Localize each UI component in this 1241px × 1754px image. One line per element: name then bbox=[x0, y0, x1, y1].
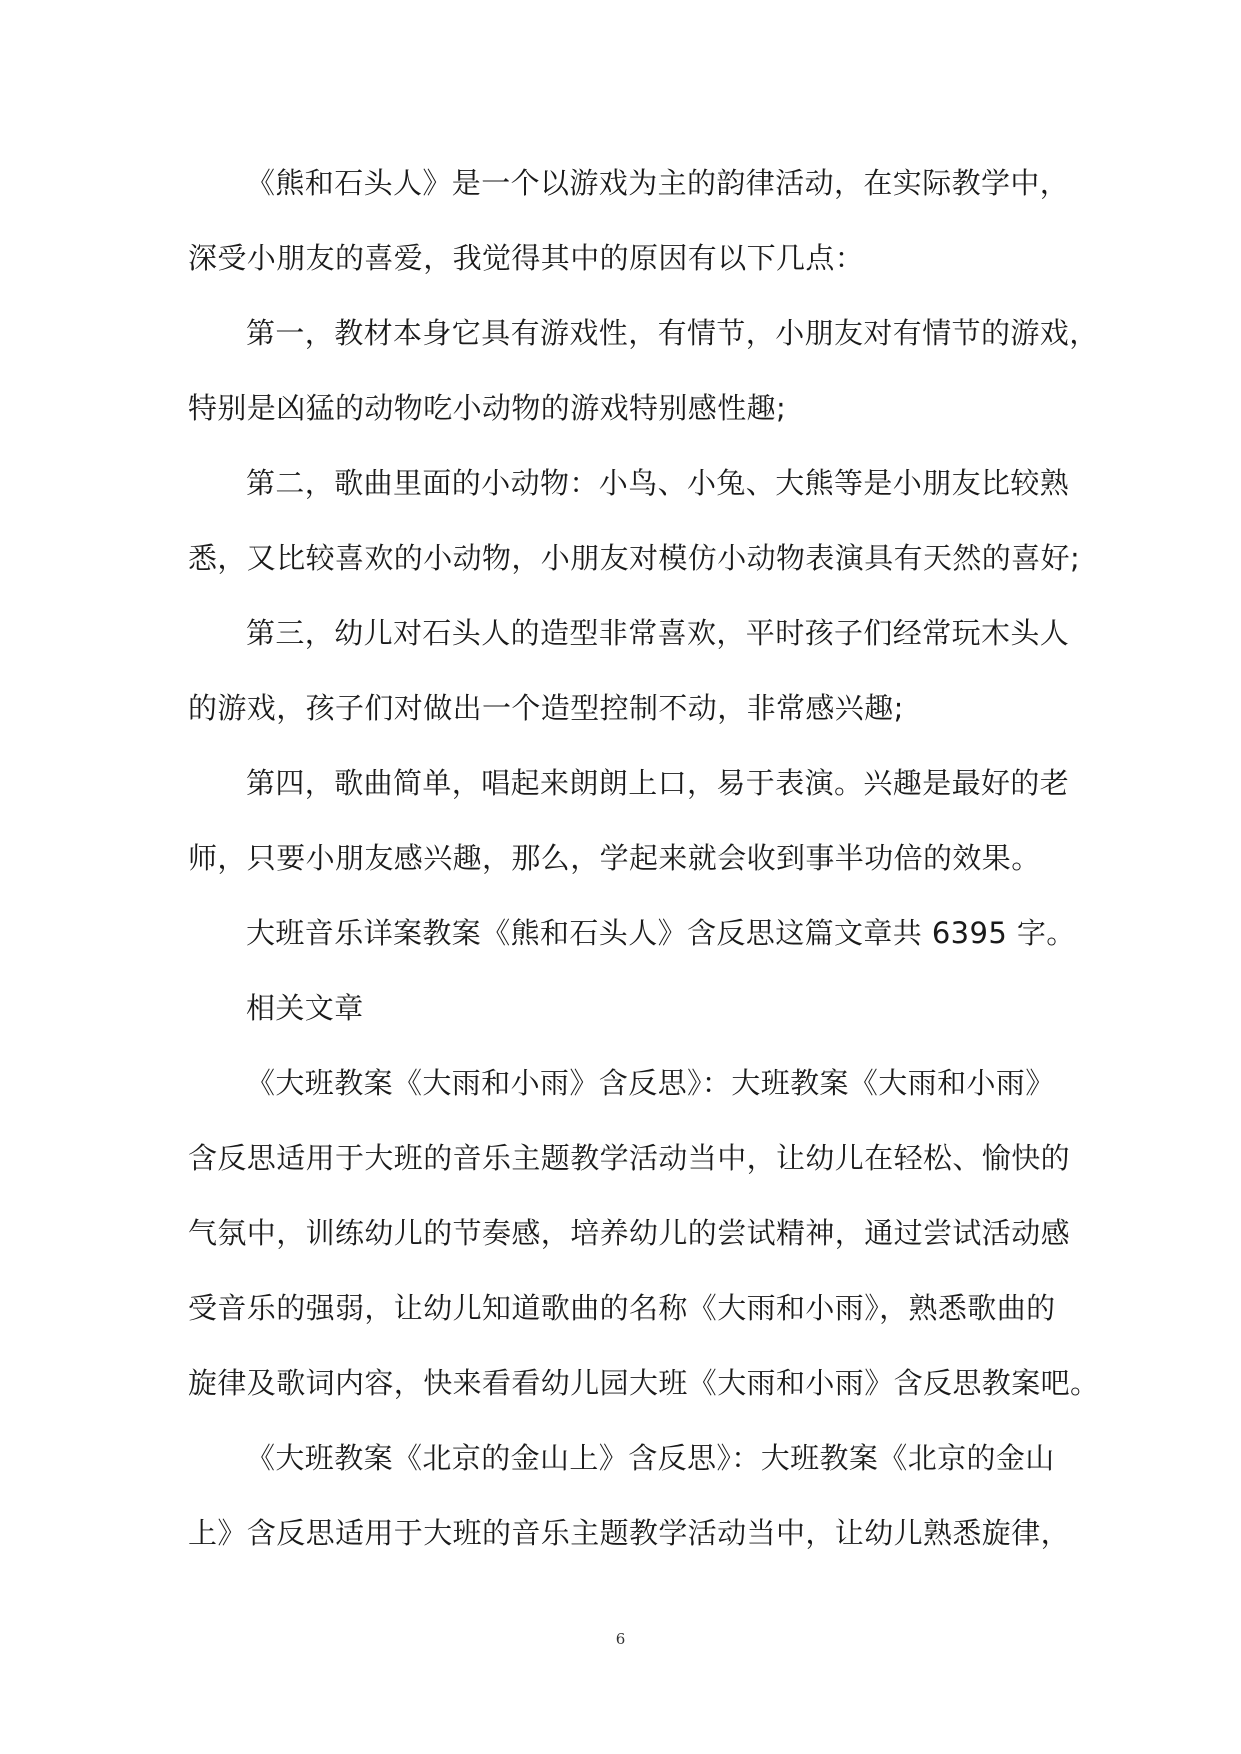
text-line: 气氛中，训练幼儿的节奏感，培养幼儿的尝试精神，通过尝试活动感 bbox=[188, 1216, 1071, 1250]
text-line: 师，只要小朋友感兴趣，那么，学起来就会收到事半功倍的效果。 bbox=[188, 841, 1041, 875]
page-number: 6 bbox=[615, 1630, 626, 1648]
text-line: 《大班教案《大雨和小雨》含反思》：大班教案《大雨和小雨》 bbox=[246, 1066, 1055, 1100]
text-line: 《熊和石头人》是一个以游戏为主的韵律活动，在实际教学中， bbox=[246, 166, 1070, 200]
paragraph-point-four bbox=[188, 746, 1070, 896]
paragraph-point-two bbox=[188, 446, 1081, 596]
document-body bbox=[188, 146, 1100, 1571]
text-line: 第一，教材本身它具有游戏性，有情节，小朋友对有情节的游戏， bbox=[246, 316, 1099, 350]
paragraph-word-count bbox=[188, 896, 1076, 971]
paragraph-point-one bbox=[188, 296, 1099, 446]
related-article-beijing[interactable] bbox=[188, 1421, 1071, 1571]
text-line: 悉，又比较喜欢的小动物，小朋友对模仿小动物表演具有天然的喜好; bbox=[188, 541, 1081, 575]
paragraph-reflection-intro bbox=[188, 146, 1070, 296]
text-line: 《大班教案《北京的金山上》含反思》：大班教案《北京的金山 bbox=[246, 1441, 1055, 1475]
text-line: 旋律及歌词内容，快来看看幼儿园大班《大雨和小雨》含反思教案吧。 bbox=[188, 1366, 1100, 1400]
text-line: 含反思适用于大班的音乐主题教学活动当中，让幼儿在轻松、愉快的 bbox=[188, 1141, 1071, 1175]
text-line: 上》含反思适用于大班的音乐主题教学活动当中，让幼儿熟悉旋律， bbox=[188, 1516, 1071, 1550]
text-line: 的游戏，孩子们对做出一个造型控制不动，非常感兴趣; bbox=[188, 691, 904, 725]
paragraph-point-three bbox=[188, 596, 1070, 746]
text-line: 受音乐的强弱，让幼儿知道歌曲的名称《大雨和小雨》，熟悉歌曲的 bbox=[188, 1291, 1056, 1325]
text-line: 第四，歌曲简单，唱起来朗朗上口，易于表演。兴趣是最好的老 bbox=[246, 766, 1070, 800]
text-line: 特别是凶猛的动物吃小动物的游戏特别感性趣; bbox=[188, 391, 787, 425]
text-line: 第二，歌曲里面的小动物：小鸟、小兔、大熊等是小朋友比较熟 bbox=[246, 466, 1070, 500]
text-line: 大班音乐详案教案《熊和石头人》含反思这篇文章共 6395 字。 bbox=[246, 916, 1076, 950]
text-line: 相关文章 bbox=[246, 991, 364, 1025]
related-articles-heading bbox=[188, 971, 1054, 1046]
text-line: 第三，幼儿对石头人的造型非常喜欢，平时孩子们经常玩木头人 bbox=[246, 616, 1070, 650]
related-article-rain[interactable] bbox=[188, 1046, 1100, 1421]
text-line: 深受小朋友的喜爱，我觉得其中的原因有以下几点： bbox=[188, 241, 865, 275]
